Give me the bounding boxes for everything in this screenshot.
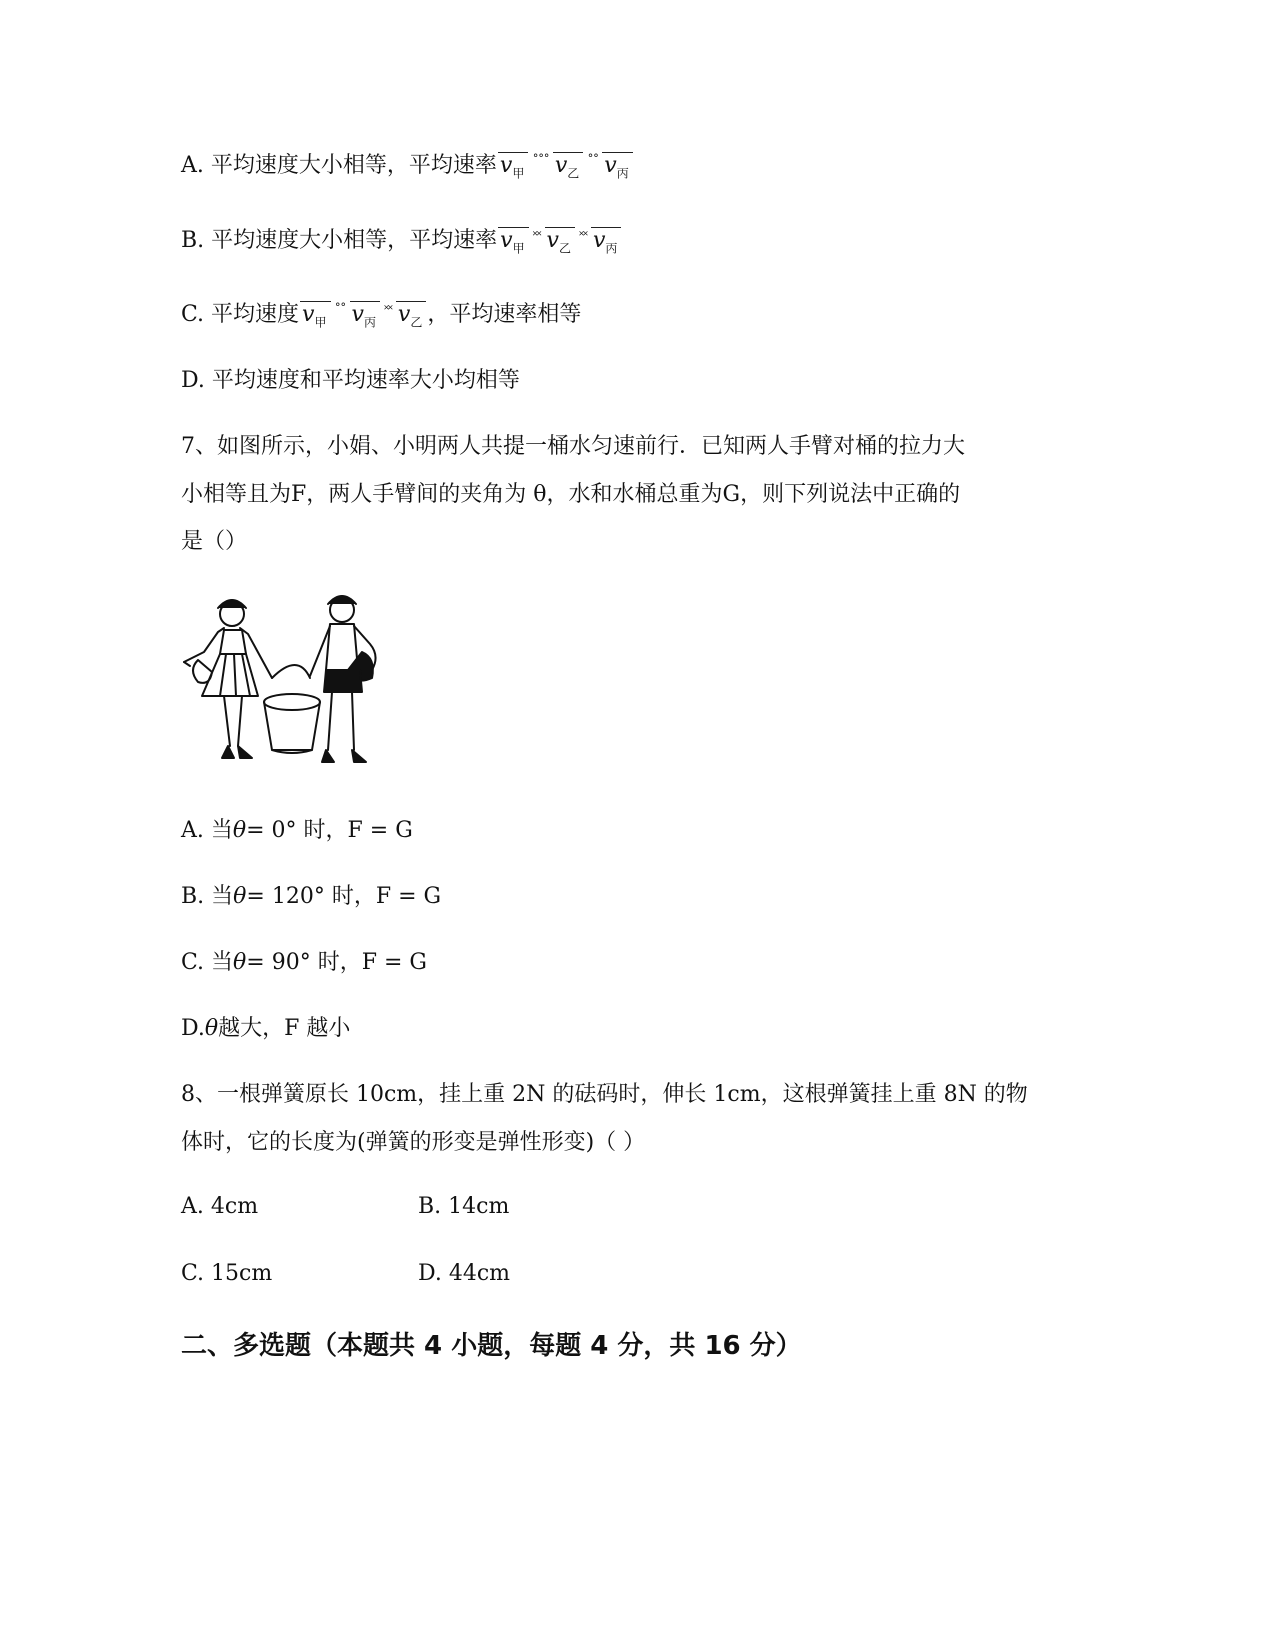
compare-symbol: ˟˟ bbox=[532, 229, 541, 244]
theta-symbol: θ bbox=[233, 950, 247, 975]
v-bing: $v_丙$ bbox=[350, 294, 380, 339]
q6-option-c-tail: ，平均速率相等 bbox=[427, 302, 582, 327]
q8-stem-line1: 8、一根弹簧原长 10cm，挂上重 2N 的砝码时，伸长 1cm，这根弹簧挂上重 8N 的物 bbox=[181, 1082, 1028, 1107]
q7-option-b bbox=[181, 880, 441, 914]
q7-stem-line1: 7、如图所示，小娟、小明两人共提一桶水匀速前行．已知两人手臂对桶的拉力大 bbox=[181, 434, 965, 459]
q7-option-a-prefix: A. 当 bbox=[181, 818, 233, 843]
q6-option-a-text: A. 平均速度大小相等，平均速率 bbox=[181, 153, 497, 178]
q6-option-c-text: C. 平均速度 bbox=[181, 302, 300, 327]
two-children-carrying-bucket-illustration bbox=[180, 590, 385, 785]
q8-option-d: D. 44cm bbox=[418, 1261, 511, 1286]
v-yi: $v_乙$ bbox=[396, 294, 426, 339]
q8-option-a: A. 4cm bbox=[181, 1194, 259, 1219]
q7-option-a bbox=[181, 814, 413, 848]
v-yi: $v_乙$ bbox=[545, 220, 575, 265]
section-heading-multiple-choice: 二、多选题（本题共 4 小题，每题 4 分，共 16 分） bbox=[181, 1331, 802, 1361]
theta-symbol: θ bbox=[232, 818, 247, 843]
compare-symbol: ˚˚ bbox=[587, 154, 599, 169]
q8-option-b: B. 14cm bbox=[418, 1194, 510, 1219]
q7-option-d bbox=[181, 1012, 350, 1046]
compare-symbol: ˚˚˚ bbox=[532, 154, 549, 169]
theta-symbol: θ bbox=[233, 884, 247, 909]
q6-option-a bbox=[181, 145, 634, 190]
v-jia: $v_甲$ bbox=[498, 145, 528, 190]
theta-symbol: θ bbox=[204, 1016, 219, 1041]
q7-option-c-text: = 90° 时，F = G bbox=[246, 950, 427, 975]
q6-option-c bbox=[181, 294, 581, 339]
q7-option-d-text: 越大，F 越小 bbox=[218, 1016, 351, 1041]
q7-stem-line2: 小相等且为F，两人手臂间的夹角为 θ，水和水桶总重为G，则下列说法中正确的 bbox=[181, 482, 961, 507]
q7-option-b-text: = 120° 时，F = G bbox=[246, 884, 442, 909]
q6-option-d: D. 平均速度和平均速率大小均相等 bbox=[181, 368, 520, 393]
v-jia: $v_甲$ bbox=[300, 294, 330, 339]
q7-stem-line3: 是（） bbox=[181, 529, 248, 554]
v-bing: $v_丙$ bbox=[602, 145, 632, 190]
q8-option-c: C. 15cm bbox=[181, 1261, 273, 1286]
v-bing: $v_丙$ bbox=[591, 220, 621, 265]
q6-option-b-text: B. 平均速度大小相等，平均速率 bbox=[181, 228, 498, 253]
v-yi: $v_乙$ bbox=[553, 145, 583, 190]
q7-option-b-prefix: B. 当 bbox=[181, 884, 234, 909]
v-jia: $v_甲$ bbox=[498, 220, 528, 265]
q6-option-b bbox=[181, 220, 622, 265]
compare-symbol: ˟˟ bbox=[579, 229, 587, 244]
q7-option-c-prefix: C. 当 bbox=[181, 950, 234, 975]
compare-symbol: ˚˚ bbox=[334, 303, 346, 318]
q7-option-a-text: = 0° 时，F = G bbox=[246, 818, 413, 843]
q7-option-c bbox=[181, 946, 427, 980]
q8-stem-line2: 体时，它的长度为(弹簧的形变是弹性形变)（ ） bbox=[181, 1130, 646, 1155]
q7-option-d-prefix: D. bbox=[181, 1016, 205, 1041]
compare-symbol: ˟˟ bbox=[383, 303, 392, 318]
